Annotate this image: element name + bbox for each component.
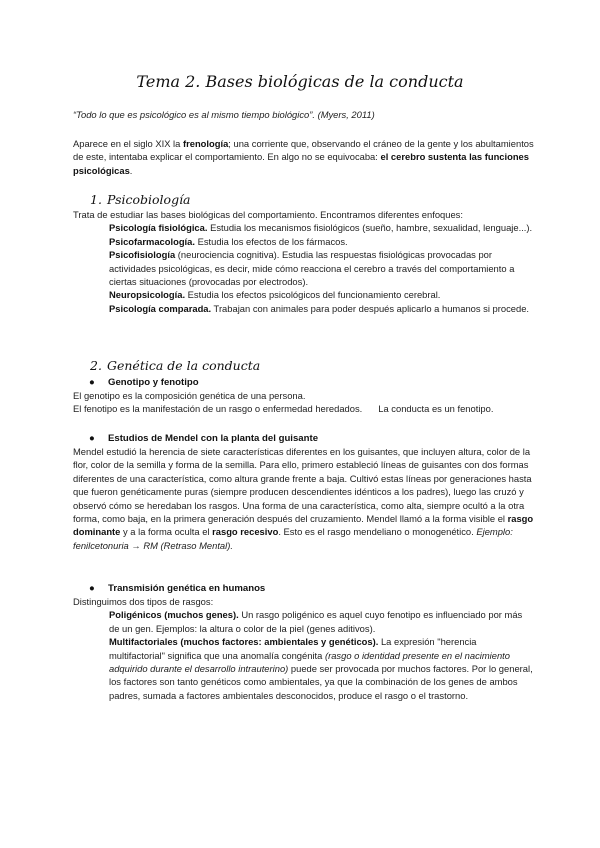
trait-item: Multifactoriales (muchos factores: ambientales y genéticos). La expresión "herencia multifactorial" significa que una anomalía congénita (rasgo o identidad presente en el nacimiento adquirido durante el desarrollo intrauterino) puede ser provocada por muchos factores. Por lo general, los factores son tanto genéticos como ambientales, ya que la combinación de los genes de ambos padres, sumada a factores ambientales desconocidos, produce el rasgo o el trastorno. bbox=[109, 636, 533, 701]
subheading-transmision: ● Transmisión genética en humanos bbox=[89, 583, 266, 594]
mendel-example: Ejemplo: fenilcetonuria → RM (Retraso Mental). bbox=[73, 526, 513, 551]
approach-item: Psicofarmacología. Estudia los efectos de los fármacos. bbox=[109, 235, 348, 247]
term-recesivo: rasgo recesivo bbox=[212, 526, 279, 538]
trait-item: Poligénicos (muchos genes). Un rasgo poligénico es aquel cuyo fenotipo es influenciado por más de un gen. Ejemplos: la altura o color de la piel (genes aditivos). bbox=[109, 609, 523, 634]
transmision-content: Distinguimos dos tipos de rasgos: Poligénicos (muchos genes). Un rasgo poligénico es aquel cuyo fenotipo es influenciado por más de un gen. Ejemplos: la altura o color de la piel (genes aditivos). Multifactoriales (muchos factores: ambientales y genéticos). La expresión "herencia multifactorial" significa que una anomalía congénita (rasgo o identidad presente en el nacimiento adquirido durante el desarrollo intrauterino) puede ser provocada por muchos factores. Por lo general, los factores son tanto genéticos como ambientales, ya que la combinación de los genes de ambos padres, sumada a factores ambientales desconocidos, produce el rasgo o el trastorno. bbox=[73, 595, 535, 702]
epigraph-quote: “Todo lo que es psicológico es al mismo tiempo biológico”. (Myers, 2011) bbox=[73, 109, 375, 120]
bullet-icon: ● bbox=[89, 583, 95, 594]
bullet-icon: ● bbox=[89, 433, 95, 444]
key-statement: el cerebro sustenta las funciones psicológicas bbox=[73, 151, 529, 176]
term-dominante: rasgo dominante bbox=[73, 513, 534, 538]
section-heading-psicobiologia: 1. Psicobiología bbox=[90, 192, 191, 207]
approach-item: Psicología comparada. Trabajan con animales para poder después aplicarlo a humanos si procede. bbox=[109, 302, 530, 314]
page-title: Tema 2. Bases biológicas de la conducta bbox=[136, 72, 464, 91]
subheading-mendel: ● Estudios de Mendel con la planta del guisante bbox=[89, 433, 319, 444]
bullet-icon: ● bbox=[89, 377, 95, 388]
psicobiologia-lead: Trata de estudiar las bases biológicas del comportamiento. Encontramos diferentes enfoques: bbox=[73, 209, 463, 220]
subheading-genotipo: ● Genotipo y fenotipo bbox=[89, 377, 199, 388]
mendel-paragraph: Mendel estudió la herencia de siete características diferentes en los guisantes, que incluyen altura, color de la flor, color de la semilla y forma de la semilla. Para ello, primero estableció líneas de guisantes con dos formas diferentes de una característica, como altura grande frente a baja. Cultivó estas líneas por generaciones hasta que fueron genéticamente puras (siempre producen descendientes idénticos a los padres), luego las cruzó y observó cómo se heredaban los rasgos. Una forma de una característica, como alta, siempre ocultó a la otra forma, como baja, en la primera generación después del cruzamiento. Mendel llamó a la forma visible el rasgo dominante y a la forma oculta el rasgo recesivo. Esto es el rasgo mendeliano o monogenético. Ejemplo: fenilcetonuria → RM (Retraso Mental). bbox=[73, 446, 534, 551]
approach-item: Neuropsicología. Estudia los efectos psicológicos del funcionamiento cerebral. bbox=[109, 289, 441, 301]
genotipo-content: El genotipo es la composición genética de una persona. El fenotipo es la manifestación de un rasgo o enfermedad heredados. La conducta es un fenotipo. bbox=[73, 390, 494, 415]
term-frenologia: frenología bbox=[182, 138, 229, 149]
approach-item: Psicología fisiológica. Estudia los mecanismos fisiológicos (sueño, hambre, sexualidad, lenguaje...). bbox=[109, 222, 533, 234]
intro-paragraph: Aparece en el siglo XIX la frenología; una corriente que, observando el cráneo de la gente y los abultamientos de este, intentaba explicar el comportamiento. En algo no se equivocaba: el cerebro sustenta las funciones psicológicas. bbox=[73, 138, 534, 176]
section-heading-genetica: 2. Genética de la conducta bbox=[90, 358, 261, 373]
approach-item: Psicofisiología (neurociencia cognitiva). Estudia las respuestas fisiológicas provocadas por actividades psicológicas, es decir, mide cómo reacciona el cerebro a través del comportamiento a ciertas situaciones (provocadas por electrodos). bbox=[109, 249, 515, 288]
psicobiologia-content bbox=[73, 208, 535, 315]
